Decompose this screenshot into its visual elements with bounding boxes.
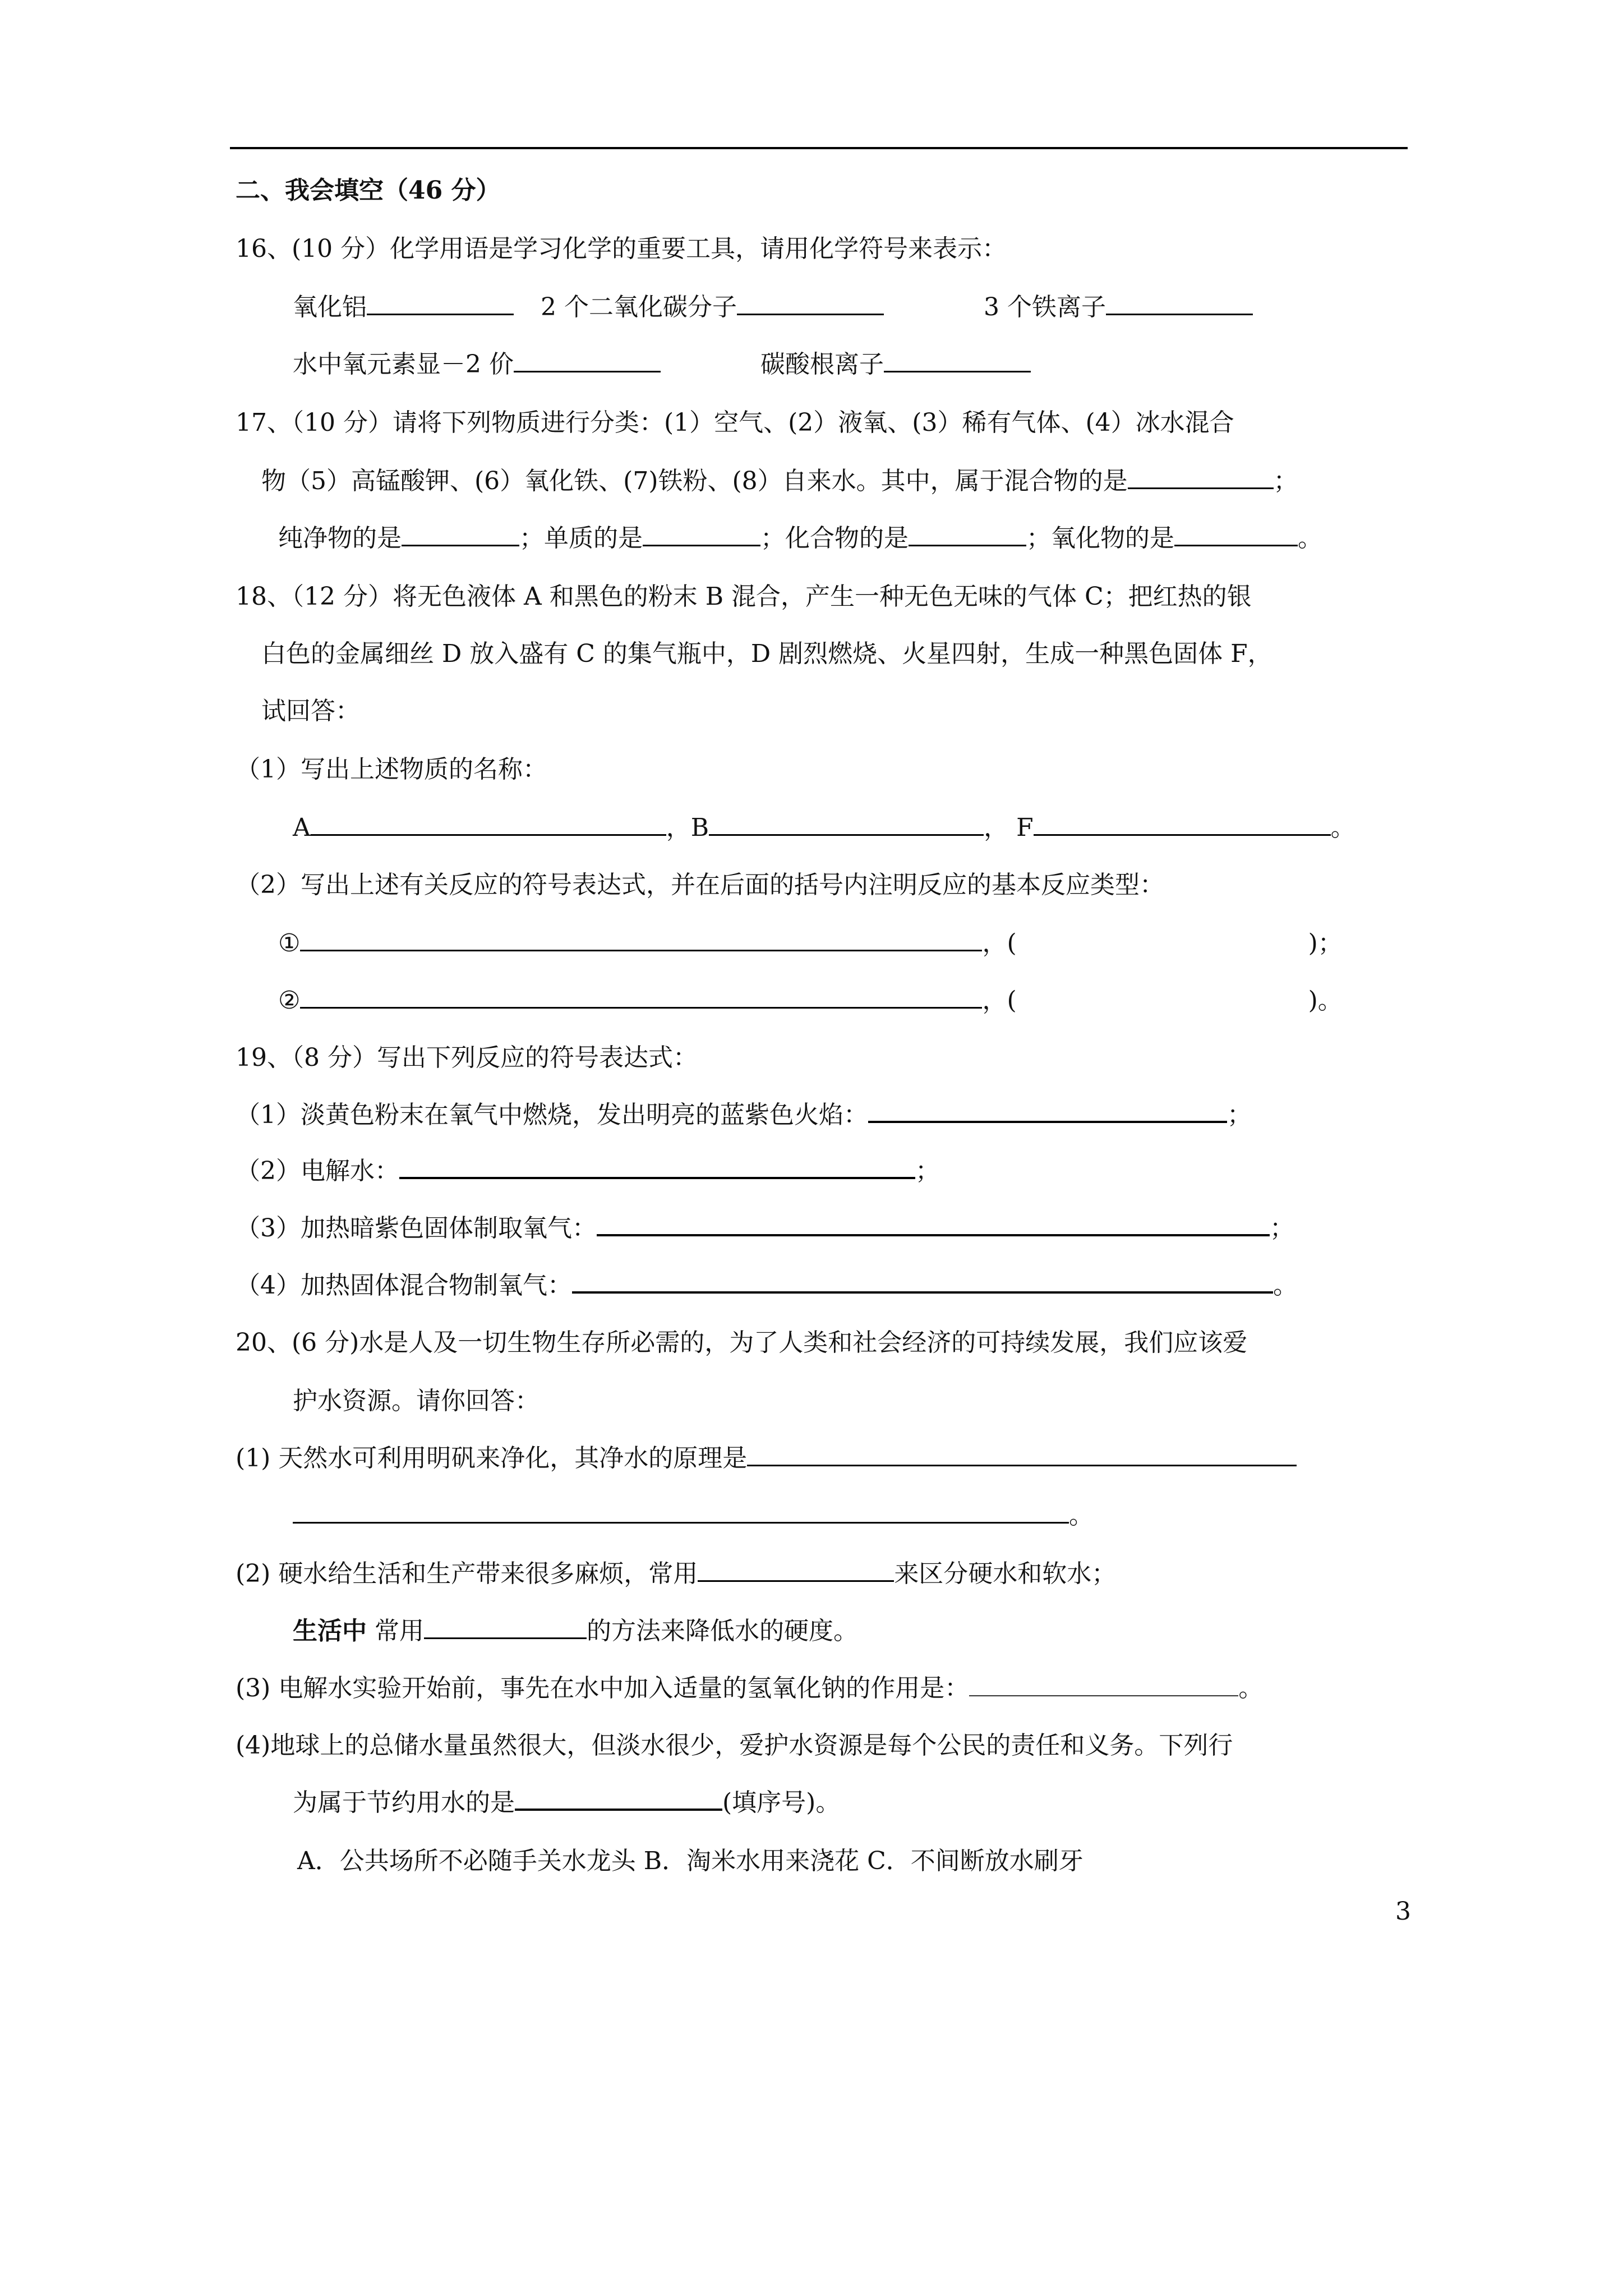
q16-blank1[interactable] [367, 291, 514, 315]
q18-reaction1-mark: ① [278, 929, 301, 958]
q18-blank-b[interactable] [709, 812, 984, 836]
q18-line1: 18、（12 分）将无色液体 A 和黑色的粉末 B 混合，产生一种无色无味的气体 C；把红热的银 [236, 582, 1252, 611]
q19-s3-row [236, 1212, 1294, 1245]
q18-reaction2-row [278, 984, 1343, 1018]
q19-blank-s4[interactable] [572, 1269, 1273, 1294]
q18-sub2: （2）写出上述有关反应的符号表达式，并在后面的括号内注明反应的基本反应类型： [236, 871, 1164, 899]
q18-sub1: （1）写出上述物质的名称： [236, 755, 547, 784]
q20-p1-cont [293, 1499, 1094, 1533]
q16-item4-label: 水中氧元素显－2 价 [293, 350, 514, 379]
q19-blank-s1[interactable] [868, 1098, 1227, 1123]
q19-stem: 19、（8 分）写出下列反应的符号表达式： [236, 1043, 698, 1072]
q20-p4-label: 为属于节约用水的是 [293, 1788, 515, 1817]
q18-reaction1-paren-open: ，( [982, 929, 1017, 958]
q20-options: A．公共场所不必随手关水龙头 B．淘米水用来浇花 C．不间断放水刷牙 [297, 1847, 1083, 1875]
q20-p1-row [236, 1442, 1297, 1475]
q20-p3-end: 。 [1238, 1674, 1264, 1703]
q18-blank-reaction1[interactable] [300, 927, 982, 951]
q20-p2-cont [293, 1614, 858, 1648]
page-number: 3 [1395, 1897, 1411, 1926]
q17-blank-compound[interactable] [909, 522, 1026, 546]
q19-s3-label: （3）加热暗紫色固体制取氧气： [236, 1214, 597, 1243]
q20-p2-label-b: 来区分硬水和软水； [894, 1559, 1117, 1588]
q18-names-row [293, 811, 1355, 845]
q16-blank4[interactable] [514, 348, 661, 372]
q20-p4-line2 [293, 1786, 840, 1820]
q17-line2-end: ； [1273, 467, 1298, 495]
q16-blank2[interactable] [737, 291, 884, 315]
q16-stem: 16、(10 分）化学用语是学习化学的重要工具，请用化学符号来表示： [236, 234, 1007, 263]
q16-item3-label: 3 个铁离子 [983, 293, 1106, 321]
q20-p3-row [236, 1672, 1263, 1705]
q18-names-end: 。 [1330, 813, 1355, 842]
q20-p2-label: (2) 硬水给生活和生产带来很多麻烦，常用 [236, 1559, 698, 1588]
q19-s1-end: ； [1227, 1101, 1252, 1129]
q20-p2-c: 常用 [367, 1617, 424, 1645]
q19-s2-end: ； [915, 1157, 940, 1185]
section-title: 二、我会填空（46 分） [236, 176, 501, 205]
q18-reaction2-paren-open: ，( [982, 986, 1017, 1015]
header-rule [230, 147, 1408, 149]
q17-line3-end: 。 [1298, 524, 1322, 553]
q20-p2-row [236, 1557, 1116, 1591]
q17-line3 [278, 522, 1322, 555]
q18-reaction2-paren-close: )。 [1308, 986, 1343, 1015]
q17-line2-text: 物（5）高锰酸钾、(6）氧化铁、(7)铁粉、(8）自来水。其中，属于混合物的是 [261, 467, 1128, 495]
q16-item1-label: 氧化铝 [293, 293, 367, 321]
q17-line2 [261, 464, 1298, 498]
q20-blank-p2b[interactable] [424, 1615, 587, 1639]
q20-blank-p4[interactable] [515, 1786, 722, 1811]
q19-s1-label: （1）淡黄色粉末在氧气中燃烧，发出明亮的蓝紫色火焰： [236, 1101, 868, 1129]
q18-line3: 试回答： [261, 697, 360, 725]
q19-s4-row [236, 1269, 1298, 1303]
q20-p2-d: 的方法来降低水的硬度。 [587, 1617, 858, 1645]
q19-s2-row [236, 1154, 940, 1188]
q17-line1: 17、（10 分）请将下列物质进行分类：(1）空气、(2）液氧、(3）稀有气体、(4）冰水混合 [236, 408, 1234, 437]
q20-p1-label: (1) 天然水可利用明矾来净化，其净水的原理是 [236, 1444, 748, 1473]
q20-line2: 护水资源。请你回答： [293, 1387, 540, 1415]
q16-blank3[interactable] [1106, 291, 1253, 315]
q18-label-f: ， F [984, 813, 1034, 842]
q19-s1-row [236, 1098, 1252, 1132]
q18-reaction1-row [278, 927, 1343, 960]
q20-p4-line1: (4)地球上的总储水量虽然很大，但淡水很少，爱护水资源是每个公民的责任和义务。下列行 [236, 1731, 1233, 1760]
q20-p3-label: (3) 电解水实验开始前，事先在水中加入适量的氢氧化钠的作用是： [236, 1674, 970, 1703]
q17-element-label: ；单质的是 [519, 524, 643, 553]
q19-s4-end: 。 [1273, 1271, 1298, 1300]
q16-row2 [293, 348, 1031, 381]
q19-s3-end: ； [1270, 1214, 1294, 1243]
q16-blank5[interactable] [884, 348, 1031, 372]
q17-blank-oxide[interactable] [1174, 522, 1298, 546]
q16-item5-label: 碳酸根离子 [760, 350, 884, 379]
q19-blank-s2[interactable] [399, 1154, 915, 1179]
q18-blank-a[interactable] [311, 812, 666, 836]
q18-reaction2-mark: ② [278, 986, 301, 1015]
q20-blank-p2a[interactable] [698, 1558, 894, 1582]
q19-s4-label: （4）加热固体混合物制氧气： [236, 1271, 572, 1300]
q18-reaction1-paren-close: )； [1308, 929, 1343, 958]
q18-line2: 白色的金属细丝 D 放入盛有 C 的集气瓶中，D 剧烈燃烧、火星四射，生成一种黑色固体 F， [261, 639, 1272, 668]
q16-row1 [293, 291, 1253, 324]
q20-blank-p3[interactable] [969, 1673, 1238, 1696]
q17-blank-element[interactable] [643, 522, 760, 546]
q20-blank-p1b[interactable] [293, 1499, 1069, 1524]
q18-blank-f[interactable] [1034, 812, 1331, 836]
q20-line1: 20、(6 分)水是人及一切生物生存所必需的，为了人类和社会经济的可持续发展，我们应该爱 [236, 1328, 1248, 1357]
q17-pure-label: 纯净物的是 [278, 524, 402, 553]
q17-blank-mixture[interactable] [1128, 465, 1274, 489]
q20-p1-end: 。 [1069, 1501, 1094, 1530]
q17-compound-label: ；化合物的是 [760, 524, 909, 553]
q18-label-a: A [293, 813, 311, 842]
q20-p2-bold-phrase: 生活中 [293, 1617, 367, 1645]
q19-s2-label: （2）电解水： [236, 1157, 399, 1185]
q20-p4-label-b: (填序号)。 [722, 1788, 841, 1817]
q18-label-b: ，B [666, 813, 709, 842]
q20-blank-p1a[interactable] [747, 1442, 1297, 1466]
q19-blank-s3[interactable] [597, 1212, 1270, 1236]
q18-blank-reaction2[interactable] [300, 984, 982, 1009]
q16-item2-label: 2 个二氧化碳分子 [541, 293, 737, 321]
q17-blank-pure[interactable] [402, 522, 519, 546]
q17-oxide-label: ；氧化物的是 [1026, 524, 1174, 553]
